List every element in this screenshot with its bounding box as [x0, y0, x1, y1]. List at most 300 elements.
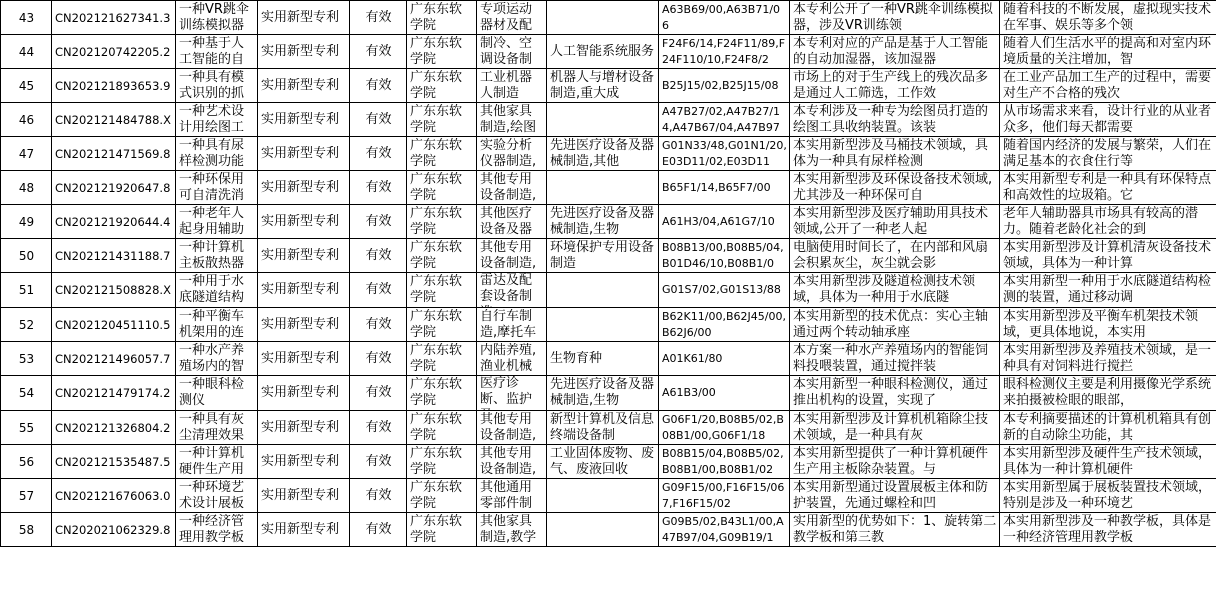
patent-name-cell[interactable]: [176, 376, 258, 411]
patent-name-cell[interactable]: [176, 308, 258, 342]
patent-name-cell[interactable]: [176, 69, 258, 103]
strategic-industry-cell[interactable]: [547, 513, 659, 547]
row-number-text: 52: [18, 317, 35, 332]
row-number-text: 45: [18, 78, 35, 93]
strategic-industry-cell[interactable]: [547, 205, 659, 239]
applicant-cell[interactable]: [407, 342, 477, 376]
row-number[interactable]: [1, 445, 52, 479]
patent-name-cell-text: 一种艺术设计用绘图工: [179, 103, 245, 135]
patent-type-cell-text: 实用新型专利: [261, 487, 340, 503]
applicant-cell[interactable]: [407, 411, 477, 445]
background-cell-text: 本专利摘要描述的计算机机箱具有创新的自动除尘功能，其: [1003, 411, 1212, 443]
status-cell-text: 有效: [365, 9, 392, 25]
background-cell-text: 本实用新型涉及平衡车机架技术领域，更具体地说，本实用: [1003, 308, 1199, 340]
industry-cell-text: 雷达及配套设备制: [480, 273, 533, 304]
applicant-cell[interactable]: [407, 273, 477, 308]
patent-number-cell[interactable]: [52, 308, 176, 342]
abstract-cell[interactable]: [790, 445, 1000, 479]
patent-number-cell[interactable]: [52, 445, 176, 479]
patent-number-cell[interactable]: [52, 69, 176, 103]
strategic-industry-cell-text: 生物育种: [550, 350, 603, 366]
abstract-cell-text: 本实用新型涉及医疗辅助用具技术领域,公开了一种老人起: [793, 205, 989, 237]
patent-name-cell[interactable]: [176, 273, 258, 308]
applicant-cell-text: 广东东软学院: [410, 35, 463, 67]
patent-name-cell[interactable]: [176, 445, 258, 479]
row-number-text: 48: [18, 180, 35, 195]
status-cell[interactable]: [350, 171, 407, 205]
industry-cell-text: 其他家具制造,教学: [480, 513, 537, 545]
background-cell-text: 老年人辅助器具市场具有较高的潜力。随着老龄化社会的到: [1003, 205, 1199, 237]
industry-cell-text: 自行车制造,摩托车: [480, 308, 537, 340]
strategic-industry-cell-text: 先进医疗设备及器械制造,生物: [550, 377, 655, 408]
background-cell-text: 随着人们生活水平的提高和对室内环境质量的关注增加，智: [1003, 35, 1212, 67]
background-cell[interactable]: [1000, 376, 1216, 411]
applicant-cell[interactable]: [407, 239, 477, 273]
background-cell[interactable]: [1000, 479, 1216, 513]
ipc-code-cell-text: G09B5/02,B43L1/00,A47B97/04,G09B19/1: [662, 514, 784, 544]
row-number-text: 57: [18, 488, 35, 503]
applicant-cell-text: 广东东软学院: [410, 445, 463, 477]
industry-cell[interactable]: [477, 376, 547, 411]
row-number[interactable]: [1, 273, 52, 308]
table-row[interactable]: [1, 445, 1216, 479]
status-cell[interactable]: [350, 69, 407, 103]
status-cell[interactable]: [350, 205, 407, 239]
status-cell-text: 有效: [365, 145, 392, 161]
industry-cell-text: 工业机器人制造: [480, 69, 533, 101]
background-cell-text: 随着科技的不断发展，虚拟现实技术在军事、娱乐等多个领: [1003, 1, 1212, 33]
patent-type-cell[interactable]: [258, 479, 350, 513]
status-cell[interactable]: [350, 273, 407, 308]
background-cell[interactable]: [1000, 411, 1216, 445]
row-number[interactable]: [1, 1, 52, 35]
industry-cell[interactable]: [477, 445, 547, 479]
row-number[interactable]: [1, 376, 52, 411]
table-row[interactable]: [1, 513, 1216, 547]
strategic-industry-cell[interactable]: [547, 103, 659, 137]
abstract-cell[interactable]: [790, 171, 1000, 205]
industry-cell[interactable]: [477, 69, 547, 103]
abstract-cell-text: 实用新型的优势如下：1、旋转第二教学板和第三教: [793, 513, 997, 545]
status-cell[interactable]: [350, 376, 407, 411]
patent-number-cell-text: CN202120742205.2: [55, 44, 171, 59]
row-number-text: 47: [18, 146, 35, 161]
background-cell[interactable]: [1000, 513, 1216, 547]
industry-cell[interactable]: [477, 1, 547, 35]
ipc-code-cell-text: B65F1/14,B65F7/00: [662, 180, 771, 194]
table-row[interactable]: [1, 376, 1216, 411]
patent-name-cell[interactable]: [176, 1, 258, 35]
status-cell[interactable]: [350, 239, 407, 273]
strategic-industry-cell[interactable]: [547, 308, 659, 342]
applicant-cell[interactable]: [407, 513, 477, 547]
table-row[interactable]: [1, 273, 1216, 308]
ipc-code-cell[interactable]: [659, 411, 790, 445]
abstract-cell[interactable]: [790, 137, 1000, 171]
abstract-cell[interactable]: [790, 376, 1000, 411]
patent-type-cell-text: 实用新型专利: [261, 453, 340, 469]
applicant-cell-text: 广东东软学院: [410, 137, 463, 169]
patent-type-cell[interactable]: [258, 273, 350, 308]
patent-name-cell-text: 一种眼科检测仪: [179, 377, 245, 408]
industry-cell-text: 内陆养殖,渔业机械: [480, 342, 537, 374]
row-number[interactable]: [1, 513, 52, 547]
row-number[interactable]: [1, 137, 52, 171]
ipc-code-cell-text: F24F6/14,F24F11/89,F24F110/10,F24F8/2: [662, 36, 786, 66]
industry-cell[interactable]: [477, 103, 547, 137]
status-cell-text: 有效: [365, 419, 392, 435]
strategic-industry-cell[interactable]: [547, 479, 659, 513]
row-number[interactable]: [1, 171, 52, 205]
patent-number-cell[interactable]: [52, 273, 176, 308]
ipc-code-cell-text: G06F1/20,B08B5/02,B08B1/00,G06F1/18: [662, 412, 784, 442]
row-number[interactable]: [1, 342, 52, 376]
industry-cell[interactable]: [477, 273, 547, 308]
patent-number-cell[interactable]: [52, 103, 176, 137]
ipc-code-cell-text: A47B27/02,A47B27/14,A47B67/04,A47B97: [662, 104, 781, 134]
abstract-cell-text: 本实用新型涉及计算机机箱除尘技术领域，是一种具有灰: [793, 411, 989, 443]
patent-type-cell-text: 实用新型专利: [261, 350, 340, 366]
patent-name-cell[interactable]: [176, 137, 258, 171]
background-cell[interactable]: [1000, 273, 1216, 308]
abstract-cell[interactable]: [790, 308, 1000, 342]
row-number-text: 54: [18, 386, 35, 400]
abstract-cell[interactable]: [790, 411, 1000, 445]
industry-cell-text: 其他通用零部件制: [480, 479, 533, 511]
applicant-cell-text: 广东东软学院: [410, 342, 463, 374]
patent-number-cell-text: CN202121471569.8: [55, 146, 171, 161]
background-cell[interactable]: [1000, 239, 1216, 273]
ipc-code-cell[interactable]: [659, 479, 790, 513]
strategic-industry-cell[interactable]: [547, 137, 659, 171]
background-cell[interactable]: [1000, 171, 1216, 205]
background-cell-text: 本实用新型涉及一种教学板，具体是一种经济管理用教学板: [1003, 513, 1212, 545]
patent-name-cell-text: 一种环保用可自清洗消: [179, 171, 245, 203]
status-cell[interactable]: [350, 308, 407, 342]
ipc-code-cell[interactable]: [659, 171, 790, 205]
background-cell[interactable]: [1000, 137, 1216, 171]
status-cell-text: 有效: [365, 521, 392, 537]
abstract-cell-text: 本实用新型的技术优点：实心主轴通过两个转动轴承座: [793, 308, 989, 340]
row-number-text: 49: [18, 214, 35, 229]
background-cell[interactable]: [1000, 445, 1216, 479]
ipc-code-cell[interactable]: [659, 103, 790, 137]
patent-type-cell-text: 实用新型专利: [261, 282, 340, 297]
patent-number-cell[interactable]: [52, 137, 176, 171]
industry-cell[interactable]: [477, 239, 547, 273]
patent-type-cell-text: 实用新型专利: [261, 179, 340, 195]
applicant-cell[interactable]: [407, 171, 477, 205]
background-cell[interactable]: [1000, 1, 1216, 35]
status-cell[interactable]: [350, 411, 407, 445]
strategic-industry-cell-text: 环境保护专用设备制造: [550, 239, 655, 271]
table-row[interactable]: [1, 35, 1216, 69]
table-row[interactable]: [1, 308, 1216, 342]
strategic-industry-cell[interactable]: [547, 239, 659, 273]
patent-number-cell-text: CN202121920644.4: [55, 214, 171, 229]
patent-type-cell-text: 实用新型专利: [261, 43, 340, 59]
industry-cell[interactable]: [477, 479, 547, 513]
table-row[interactable]: [1, 205, 1216, 239]
background-cell[interactable]: [1000, 342, 1216, 376]
patent-number-cell[interactable]: [52, 513, 176, 547]
ipc-code-cell[interactable]: [659, 342, 790, 376]
status-cell[interactable]: [350, 513, 407, 547]
industry-cell[interactable]: [477, 205, 547, 239]
status-cell-text: 有效: [365, 385, 392, 400]
patent-type-cell[interactable]: [258, 35, 350, 69]
patent-type-cell[interactable]: [258, 137, 350, 171]
status-cell-text: 有效: [365, 316, 392, 332]
row-number[interactable]: [1, 308, 52, 342]
row-number-text: 55: [18, 420, 35, 435]
abstract-cell[interactable]: [790, 35, 1000, 69]
strategic-industry-cell[interactable]: [547, 171, 659, 205]
abstract-cell-text: 本专利涉及一种专为绘图员打造的绘图工具收纳装置。该装: [793, 103, 989, 135]
row-number-text: 50: [18, 248, 35, 263]
ipc-code-cell-text: A63B69/00,A63B71/06: [662, 2, 781, 32]
patent-type-cell[interactable]: [258, 308, 350, 342]
strategic-industry-cell-text: 先进医疗设备及器械制造,生物: [550, 205, 655, 237]
strategic-industry-cell[interactable]: [547, 376, 659, 411]
background-cell[interactable]: [1000, 69, 1216, 103]
ipc-code-cell[interactable]: [659, 308, 790, 342]
abstract-cell-text: 本专利对应的产品是基于人工智能的自动加湿器，该加湿器: [793, 35, 989, 67]
patent-name-cell[interactable]: [176, 205, 258, 239]
abstract-cell-text: 本实用新型通过设置展板主体和防护装置，先通过螺栓和凹: [793, 479, 989, 511]
strategic-industry-cell[interactable]: [547, 273, 659, 308]
abstract-cell[interactable]: [790, 479, 1000, 513]
row-number-text: 46: [18, 112, 35, 127]
abstract-cell[interactable]: [790, 1, 1000, 35]
applicant-cell[interactable]: [407, 479, 477, 513]
applicant-cell[interactable]: [407, 137, 477, 171]
patent-name-cell[interactable]: [176, 171, 258, 205]
strategic-industry-cell[interactable]: [547, 35, 659, 69]
patent-type-cell-text: 实用新型专利: [261, 385, 340, 400]
table-row[interactable]: [1, 103, 1216, 137]
applicant-cell[interactable]: [407, 308, 477, 342]
applicant-cell[interactable]: [407, 1, 477, 35]
patent-number-cell-text: CN202121535487.5: [55, 454, 171, 469]
strategic-industry-cell[interactable]: [547, 445, 659, 479]
patent-type-cell[interactable]: [258, 411, 350, 445]
patent-type-cell[interactable]: [258, 171, 350, 205]
patent-type-cell[interactable]: [258, 445, 350, 479]
applicant-cell[interactable]: [407, 376, 477, 411]
status-cell[interactable]: [350, 1, 407, 35]
table-row[interactable]: [1, 1, 1216, 35]
patent-type-cell[interactable]: [258, 1, 350, 35]
patent-number-cell-text: CN202021062329.8: [55, 522, 171, 537]
ipc-code-cell-text: B08B13/00,B08B5/04,B01D46/10,B08B1/0: [662, 240, 784, 270]
status-cell[interactable]: [350, 479, 407, 513]
patent-type-cell[interactable]: [258, 103, 350, 137]
patent-name-cell[interactable]: [176, 103, 258, 137]
applicant-cell-text: 广东东软学院: [410, 308, 463, 340]
applicant-cell-text: 广东东软学院: [410, 69, 463, 101]
table-row[interactable]: [1, 137, 1216, 171]
abstract-cell[interactable]: [790, 239, 1000, 273]
industry-cell-text: 其他专用设备制造,: [480, 445, 537, 477]
industry-cell-text: 其他专用设备制造,: [480, 411, 537, 443]
patent-type-cell[interactable]: [258, 376, 350, 411]
patent-number-cell[interactable]: [52, 171, 176, 205]
background-cell[interactable]: [1000, 35, 1216, 69]
patent-number-cell[interactable]: [52, 239, 176, 273]
abstract-cell[interactable]: [790, 342, 1000, 376]
applicant-cell-text: 广东东软学院: [410, 377, 463, 408]
patent-number-cell[interactable]: [52, 35, 176, 69]
ipc-code-cell-text: A01K61/80: [662, 351, 723, 365]
ipc-code-cell-text: G09F15/00,F16F15/067,F16F15/02: [662, 480, 785, 510]
table-row[interactable]: [1, 69, 1216, 103]
ipc-code-cell[interactable]: [659, 445, 790, 479]
ipc-code-cell[interactable]: [659, 205, 790, 239]
background-cell-text: 本实用新型涉及养殖技术领域，是一种具有对饲料进行搅拦: [1003, 342, 1212, 374]
applicant-cell-text: 广东东软学院: [410, 411, 463, 443]
industry-cell[interactable]: [477, 35, 547, 69]
abstract-cell[interactable]: [790, 273, 1000, 308]
patent-name-cell[interactable]: [176, 479, 258, 513]
applicant-cell[interactable]: [407, 35, 477, 69]
patent-name-cell[interactable]: [176, 342, 258, 376]
industry-cell-text: 实验分析仪器制造,: [480, 137, 537, 169]
ipc-code-cell[interactable]: [659, 513, 790, 547]
patent-number-cell-text: CN202121484788.X: [55, 112, 171, 127]
background-cell[interactable]: [1000, 103, 1216, 137]
patent-number-cell[interactable]: [52, 376, 176, 411]
ipc-code-cell[interactable]: [659, 137, 790, 171]
ipc-code-cell[interactable]: [659, 35, 790, 69]
table-row[interactable]: [1, 411, 1216, 445]
patent-number-cell[interactable]: [52, 205, 176, 239]
status-cell[interactable]: [350, 103, 407, 137]
background-cell-text: 本实用新型属于展板装置技术领域，特别是涉及一种环境艺: [1003, 479, 1212, 511]
abstract-cell[interactable]: [790, 103, 1000, 137]
ipc-code-cell[interactable]: [659, 239, 790, 273]
strategic-industry-cell[interactable]: [547, 342, 659, 376]
abstract-cell-text: 本专利公开了一种VR跳伞训练模拟器，涉及VR训练领: [793, 1, 993, 33]
strategic-industry-cell[interactable]: [547, 1, 659, 35]
applicant-cell[interactable]: [407, 69, 477, 103]
status-cell-text: 有效: [365, 247, 392, 263]
abstract-cell[interactable]: [790, 205, 1000, 239]
applicant-cell[interactable]: [407, 445, 477, 479]
table-row[interactable]: [1, 171, 1216, 205]
patent-number-cell[interactable]: [52, 411, 176, 445]
patent-name-cell[interactable]: [176, 411, 258, 445]
patent-type-cell[interactable]: [258, 239, 350, 273]
patent-type-cell[interactable]: [258, 513, 350, 547]
status-cell-text: 有效: [365, 282, 392, 297]
row-number[interactable]: [1, 479, 52, 513]
patent-number-cell[interactable]: [52, 342, 176, 376]
row-number[interactable]: [1, 411, 52, 445]
ipc-code-cell[interactable]: [659, 376, 790, 411]
strategic-industry-cell[interactable]: [547, 411, 659, 445]
table-row[interactable]: [1, 342, 1216, 376]
abstract-cell-text: 市场上的对于生产线上的残次品多是通过人工筛选，工作效: [793, 69, 989, 101]
industry-cell[interactable]: [477, 513, 547, 547]
table-row[interactable]: [1, 239, 1216, 273]
ipc-code-cell[interactable]: [659, 1, 790, 35]
patent-name-cell-text: 一种经济管理用教学板: [179, 513, 245, 545]
industry-cell-text: 其他医疗设备及器: [480, 205, 533, 237]
status-cell[interactable]: [350, 137, 407, 171]
strategic-industry-cell[interactable]: [547, 69, 659, 103]
row-number[interactable]: [1, 69, 52, 103]
patent-name-cell[interactable]: [176, 35, 258, 69]
patent-type-cell[interactable]: [258, 205, 350, 239]
applicant-cell-text: 广东东软学院: [410, 479, 463, 511]
industry-cell[interactable]: [477, 137, 547, 171]
status-cell-text: 有效: [365, 77, 392, 93]
ipc-code-cell-text: B25J15/02,B25J15/08: [662, 78, 779, 92]
industry-cell-text: 专项运动器材及配: [480, 1, 533, 33]
background-cell-text: 本实用新型专利是一种具有环保特点和高效性的垃圾箱。它: [1003, 171, 1212, 203]
industry-cell-text: 其他专用设备制造,: [480, 239, 537, 271]
industry-cell[interactable]: [477, 411, 547, 445]
row-number[interactable]: [1, 35, 52, 69]
patent-number-cell-text: CN202121496057.7: [55, 351, 171, 366]
patent-number-cell[interactable]: [52, 1, 176, 35]
patent-number-cell-text: CN202121627341.3: [55, 10, 171, 25]
row-number[interactable]: [1, 205, 52, 239]
row-number-text: 44: [18, 44, 35, 59]
background-cell[interactable]: [1000, 205, 1216, 239]
patent-type-cell[interactable]: [258, 69, 350, 103]
abstract-cell[interactable]: [790, 69, 1000, 103]
background-cell[interactable]: [1000, 308, 1216, 342]
status-cell[interactable]: [350, 445, 407, 479]
background-cell-text: 本实用新型涉及计算机清灰设备技术领域，具体为一种计算: [1003, 239, 1212, 271]
patent-number-cell-text: CN202121676063.0: [55, 488, 171, 503]
table-row[interactable]: [1, 479, 1216, 513]
industry-cell[interactable]: [477, 171, 547, 205]
status-cell[interactable]: [350, 35, 407, 69]
patent-name-cell-text: 一种VR跳伞训练模拟器: [179, 1, 249, 33]
patent-name-cell[interactable]: [176, 239, 258, 273]
strategic-industry-cell-text: 工业固体废物、废气、废液回收: [550, 445, 655, 477]
applicant-cell[interactable]: [407, 205, 477, 239]
applicant-cell[interactable]: [407, 103, 477, 137]
applicant-cell-text: 广东东软学院: [410, 103, 463, 135]
ipc-code-cell[interactable]: [659, 69, 790, 103]
background-cell-text: 在工业产品加工生产的过程中，需要对生产不合格的残次: [1003, 69, 1212, 101]
row-number-text: 43: [18, 10, 35, 25]
status-cell[interactable]: [350, 342, 407, 376]
applicant-cell-text: 广东东软学院: [410, 1, 463, 33]
row-number[interactable]: [1, 239, 52, 273]
ipc-code-cell[interactable]: [659, 273, 790, 308]
industry-cell-text: 制冷、空调设备制: [480, 35, 533, 67]
status-cell-text: 有效: [365, 350, 392, 366]
status-cell-text: 有效: [365, 43, 392, 59]
industry-cell[interactable]: [477, 308, 547, 342]
patent-name-cell-text: 一种具有灰尘清理效果: [179, 411, 245, 443]
row-number[interactable]: [1, 103, 52, 137]
industry-cell[interactable]: [477, 342, 547, 376]
ipc-code-cell-text: B08B15/04,B08B5/02,B08B1/00,B08B1/02: [662, 446, 784, 476]
patent-name-cell[interactable]: [176, 513, 258, 547]
abstract-cell[interactable]: [790, 513, 1000, 547]
status-cell-text: 有效: [365, 111, 392, 127]
patent-type-cell[interactable]: [258, 342, 350, 376]
abstract-cell-text: 本实用新型涉及环保设备技术领域,尤其涉及一种环保可自: [793, 171, 993, 203]
patent-number-cell[interactable]: [52, 479, 176, 513]
background-cell-text: 从市场需求来看，设计行业的从业者众多，他们每天都需要: [1003, 103, 1212, 135]
